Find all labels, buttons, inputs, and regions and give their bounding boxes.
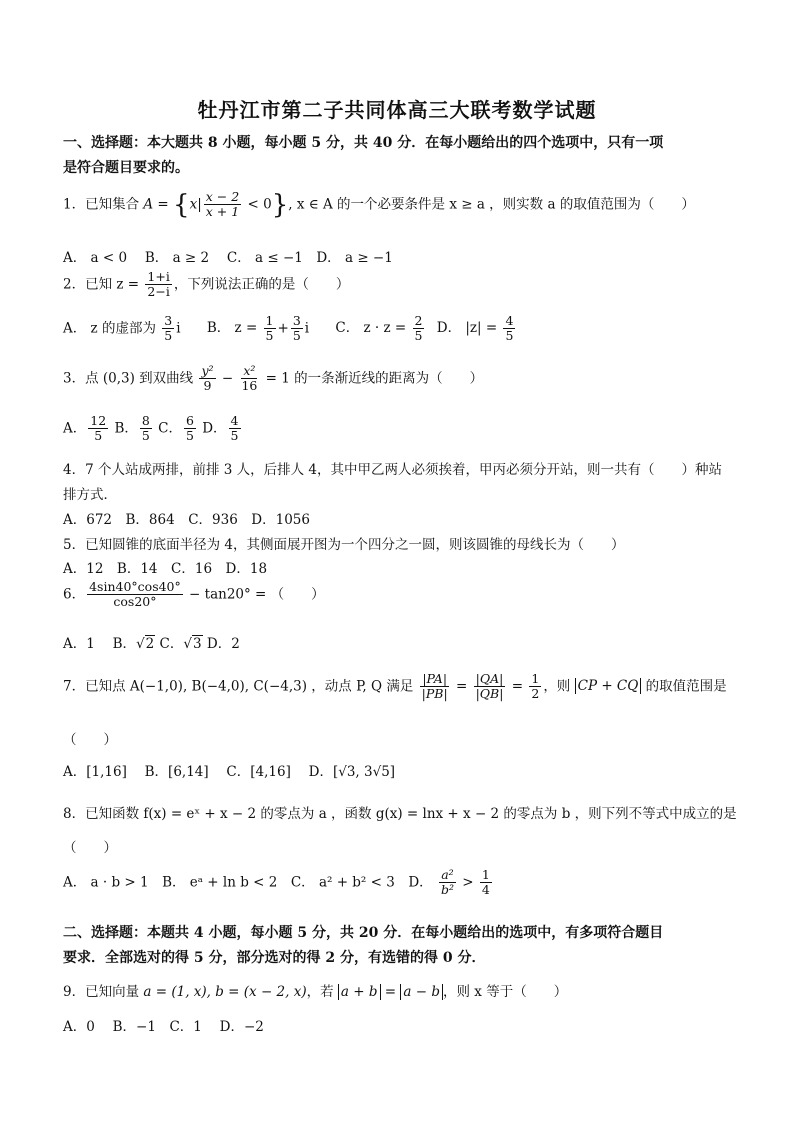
q7-paren: （ ） (63, 732, 117, 748)
q8-optD-n: a² (441, 867, 454, 882)
q6-opt3: C． (155, 636, 184, 652)
q3-optD: D． (202, 420, 227, 437)
q7-n1: |PA| (422, 671, 448, 686)
q3-frac2 (239, 364, 259, 394)
q8-optD-gt: > (457, 874, 478, 891)
q7-mid: ，则 (543, 678, 575, 695)
q1-frac-num: x − 2 (205, 189, 240, 204)
q2-optD-frac (503, 314, 515, 344)
q3-optA: A． (63, 420, 87, 437)
q2-optB-n1: 1 (265, 313, 274, 328)
question-8: 8．已知函数 f(x) = eˣ + x − 2 的零点为 a ，函数 g(x) = lnx + x − 2 的零点为 b ，则下列不等式中成立的是 (63, 806, 737, 822)
q2-optC-den: 5 (414, 328, 423, 344)
q7-d2: |QB| (475, 686, 504, 702)
q9-vectors: a = (1, x), b = (x − 2, x) (143, 984, 307, 1000)
q9-suffix: ，则 x 等于（ ） (443, 984, 568, 1000)
q2-optB-n2: 3 (292, 313, 301, 328)
q7-suffix: 的取值范围是 (641, 678, 727, 695)
q8-options (63, 868, 494, 898)
q2-fraction (145, 270, 171, 300)
q2-optB-frac2 (291, 314, 303, 344)
q1-frac-den: x + 1 (205, 204, 240, 220)
q7-options: A．[1,16] B．[6,14] C．[4,16] D．[√3, 3√5] (63, 764, 396, 780)
q8-paren: （ ） (63, 840, 117, 856)
question-5: 5．已知圆锥的底面半径为 4，其侧面展开图为一个四分之一圆，则该圆锥的母线长为（ ） (63, 537, 625, 553)
q3-prefix: 3．点 (0,3) 到双曲线 (63, 370, 198, 387)
q2-optD-den: 5 (505, 328, 514, 344)
q1-left-brace: { (173, 189, 190, 220)
q9-abs-diff: a − b (400, 984, 443, 1000)
q6-num: 4sin40°cos40° (89, 579, 181, 594)
q1-middle: , x ∈ A 的一个必要条件是 x ≥ a ，则实数 a 的取值范围为（ ） (288, 196, 695, 213)
q2-frac-num: 1+i (147, 269, 170, 284)
q2-optB-d1: 5 (265, 328, 274, 344)
q1-right-brace: } (271, 189, 289, 220)
section2-heading: 二、选择题：本题共 4 小题，每小题 5 分，共 20 分．在每小题给出的选项中，有多项符合题目 (63, 925, 664, 941)
q1-set-left: A = (143, 196, 174, 213)
q7-frac1 (420, 672, 450, 702)
page-title: 牡丹江市第二子共同体高三大联考数学试题 (197, 98, 597, 122)
q3-optD-frac (229, 414, 241, 444)
question-7 (63, 672, 727, 702)
q2-optC-num: 2 (414, 313, 423, 328)
section2-heading-cont: 要求．全部选对的得 5 分，部分选对的得 2 分，有选错的得 0 分． (63, 950, 486, 966)
q3-minus: − (217, 370, 238, 387)
q3-optA-d: 5 (94, 428, 103, 444)
q9-mid: ，若 (306, 984, 338, 1000)
q7-d1: |PB| (421, 686, 448, 702)
q3-n1: y² (201, 363, 214, 378)
q1-set-var: x| (189, 196, 202, 213)
q3-suffix: = 1 的一条渐近线的距离为（ ） (261, 370, 484, 387)
q3-frac1 (199, 364, 215, 394)
q8-optD-n2: 1 (481, 867, 490, 882)
q6-suffix: − tan20° = （ ） (184, 586, 325, 603)
q6-sqrt2: 2 (145, 636, 155, 652)
q3-d2: 16 (241, 378, 258, 394)
q8-opt-pre: A． a · b > 1 B． eᵃ + ln b < 2 C． a² + b² < 3 D． (63, 874, 437, 891)
question-3 (63, 364, 483, 394)
q2-optA-pre: A． z 的虚部为 (63, 320, 161, 337)
q7-prefix: 7．已知点 A(−1,0), B(−4,0), C(−4,3) ，动点 P, Q 满足 (63, 678, 418, 695)
q6-fraction (87, 580, 183, 610)
q2-optA-frac (162, 314, 174, 344)
question-4: 4．7 个人站成两排，前排 3 人，后排人 4，其中甲乙两人必须挨着，甲丙必须分开站，则一共有（ ）种站 (63, 462, 723, 478)
question-9 (63, 980, 567, 1000)
q3-optA-frac (88, 414, 108, 444)
q9-eq: = (380, 984, 401, 1000)
q3-optD-n: 4 (230, 413, 239, 428)
q6-options: A．1 B．√2 C．√3 D．2 (63, 636, 240, 652)
q6-prefix: 6． (63, 586, 86, 603)
q3-d1: 9 (203, 378, 212, 394)
q2-optB-pre: B． z = (206, 320, 262, 337)
q4-options: A．672 B．864 C．936 D．1056 (63, 512, 310, 528)
q7-frac2 (474, 672, 506, 702)
q3-options (63, 414, 243, 444)
question-6 (63, 580, 325, 610)
question-4-cont: 排方式． (63, 487, 117, 503)
q5-options: A．12 B．14 C．16 D．18 (63, 561, 268, 577)
q1-options: A． a < 0 B． a ≥ 2 C． a ≤ −1 D． a ≥ −1 (63, 250, 393, 266)
q7-frac3 (529, 672, 541, 702)
q8-optD-frac2 (480, 868, 492, 898)
q3-optC: C． (158, 420, 182, 437)
section1-heading-cont: 是符合题目要求的。 (63, 160, 189, 176)
q3-optC-n: 6 (185, 413, 194, 428)
q6-den: cos20° (113, 594, 157, 610)
q8-optD-d2: 4 (481, 882, 490, 898)
q2-optA-den: 5 (164, 328, 173, 344)
question-1 (63, 190, 695, 220)
q2-frac-den: 2−i (147, 284, 170, 300)
q1-set-cond: < 0 (243, 196, 272, 213)
q6-opt5: D．2 (202, 636, 240, 652)
q3-optA-n: 12 (90, 413, 107, 428)
q3-optD-d: 5 (230, 428, 239, 444)
q6-sqrt3: 3 (193, 636, 202, 652)
q2-optC-pre: C． z · z = (335, 320, 411, 337)
q2-optB-d2: 5 (292, 328, 301, 344)
q2-prefix: 2．已知 z = (63, 276, 144, 293)
q2-optB-frac1 (264, 314, 276, 344)
q8-optD-frac1 (439, 868, 456, 898)
q2-optB-post: i (304, 320, 310, 337)
q9-options: A．0 B．−1 C．1 D．−2 (63, 1019, 264, 1035)
q2-optC-frac (413, 314, 425, 344)
q7-n3: 1 (531, 671, 540, 686)
q3-n2: x² (243, 363, 256, 378)
q7-n2: |QA| (475, 671, 504, 686)
q7-d3: 2 (531, 686, 540, 702)
q7-eq2: = (507, 678, 528, 695)
question-2 (63, 270, 349, 300)
q9-prefix: 9．已知向量 (63, 984, 144, 1000)
q2-suffix: ，下列说法正确的是（ ） (173, 276, 350, 293)
q7-vector-expr: CP + CQ (575, 678, 642, 694)
q8-optD-d: b² (440, 882, 454, 898)
q7-eq: = (451, 678, 472, 695)
q9-abs-sum: a + b (338, 984, 381, 1000)
q2-optA-post: i (176, 320, 181, 337)
section1-heading: 一、选择题：本大题共 8 小题，每小题 5 分，共 40 分．在每小题给出的四个选项中，只有一项 (63, 135, 664, 151)
q3-optB-frac (140, 414, 152, 444)
q2-options (63, 314, 517, 344)
q3-optB-d: 5 (141, 428, 150, 444)
q3-optC-d: 5 (185, 428, 194, 444)
q3-optB: B． (114, 420, 138, 437)
q1-prefix: 1．已知集合 (63, 196, 144, 213)
q2-optD-num: 4 (505, 313, 514, 328)
q3-optC-frac (184, 414, 196, 444)
q1-fraction (204, 190, 241, 220)
q6-opt1: A．1 B． (63, 636, 137, 652)
q2-optA-num: 3 (164, 313, 173, 328)
q2-optB-mid: + (277, 320, 289, 337)
q2-optD-pre: D． |z| = (436, 320, 502, 337)
q3-optB-n: 8 (141, 413, 150, 428)
